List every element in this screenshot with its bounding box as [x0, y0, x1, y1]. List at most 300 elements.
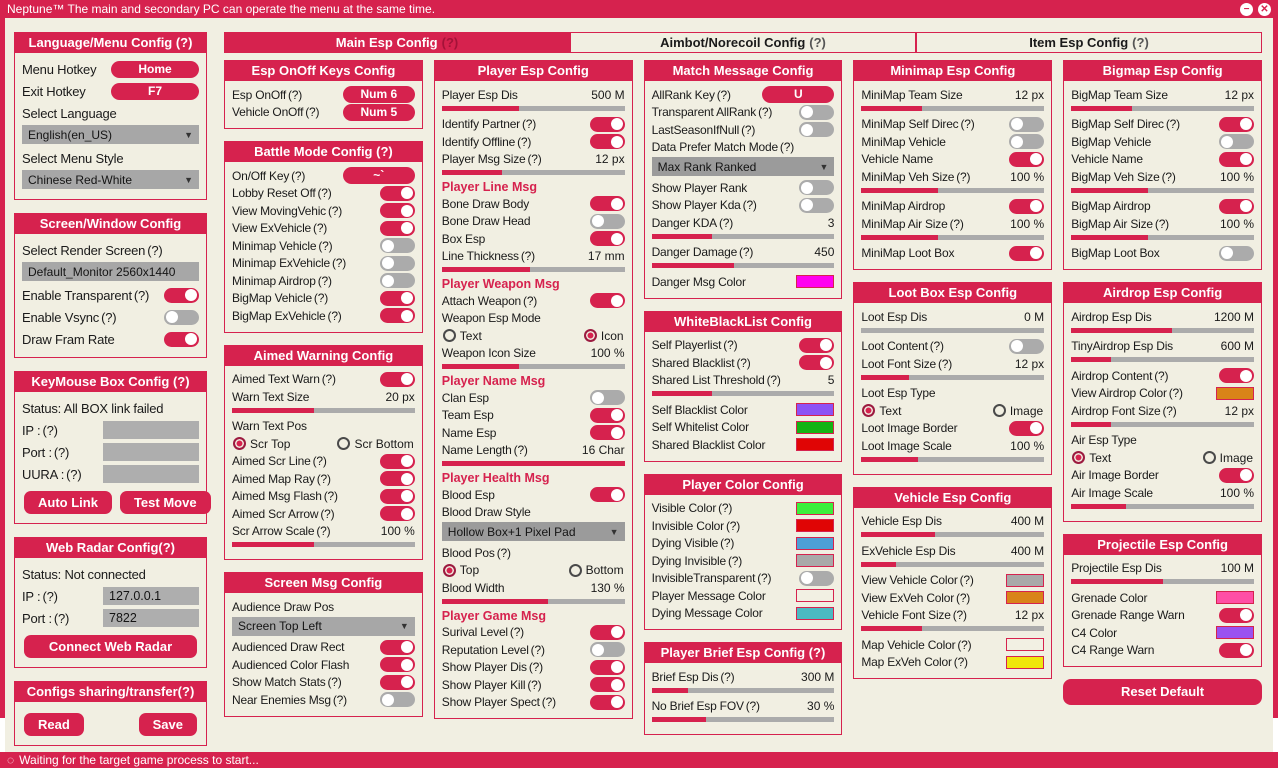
setting-row [861, 116, 1044, 134]
slider-setting [861, 542, 1044, 567]
toggle-minimap-vehicle[interactable] [1009, 134, 1044, 149]
tab-main-esp-config[interactable] [224, 32, 570, 53]
label-group [861, 591, 970, 605]
minimize-icon[interactable]: − [1240, 3, 1253, 16]
input-ip[interactable]: 127.0.0.1 [103, 587, 199, 605]
toggle-enable-vsync[interactable] [164, 310, 199, 325]
auto-link-button[interactable]: Auto Link [24, 491, 112, 514]
panel-header: Configs sharing/transfer(?) [15, 682, 206, 702]
label-group [1071, 386, 1183, 400]
label: BigMap Air Size [1071, 216, 1153, 231]
toggle-bigmap-loot-box[interactable] [1219, 246, 1254, 261]
label-group [442, 695, 556, 709]
label-group [1071, 608, 1184, 622]
slider-player-msg-size[interactable] [442, 170, 625, 175]
color-swatch-grenade-color[interactable] [1216, 591, 1254, 604]
label: BigMap ExVehicle [232, 308, 326, 323]
color-swatch-self-blacklist-color[interactable] [796, 403, 834, 416]
label-group [442, 678, 542, 692]
value: 450 [814, 245, 835, 260]
slider-fill [442, 599, 548, 604]
setting-row [652, 552, 835, 570]
slider-vehicle-font-size[interactable] [861, 626, 1044, 631]
setting-row [442, 659, 625, 677]
key-button-menu-hotkey[interactable]: Home [111, 61, 199, 78]
key-button-exit-hotkey[interactable]: F7 [111, 83, 199, 100]
toggle-airdrop-content[interactable] [1219, 368, 1254, 383]
label: InvisibleTransparent [651, 571, 756, 586]
toggle-minimap-airdrop[interactable] [380, 273, 415, 288]
panel-header: Player Esp Config [435, 61, 632, 81]
color-swatch-dying-visible[interactable] [796, 537, 834, 550]
toggle-identify-partner[interactable] [590, 117, 625, 132]
radio-option-scr-top[interactable] [233, 437, 290, 451]
color-swatch-map-vehicle-color[interactable] [1006, 638, 1044, 651]
toggle-minimap-airdrop[interactable] [1009, 199, 1044, 214]
key-button-vehicle-onoff[interactable]: Num 5 [343, 104, 415, 121]
radio-icon [443, 564, 456, 577]
label: MiniMap Vehicle [861, 134, 946, 149]
toggle-aimed-scr-arrow[interactable] [380, 506, 415, 521]
label: Vehicle Font Size [861, 608, 951, 623]
panel-header: Player Color Config [645, 475, 842, 495]
label-group [22, 243, 162, 258]
hint: (?) [956, 169, 971, 184]
left-column [14, 32, 207, 746]
toggle-box-esp[interactable] [590, 231, 625, 246]
slider-setting [1071, 215, 1254, 240]
panel-body [15, 392, 206, 523]
label-group [652, 123, 756, 137]
label: Player Message Color [651, 588, 766, 603]
hint: (?) [758, 105, 773, 120]
panel-aimed-warning-config [224, 345, 423, 561]
label: Self Blacklist Color [651, 402, 748, 417]
label-group [652, 554, 742, 568]
slider-blood-width[interactable] [442, 599, 625, 604]
toggle-view-exvehicle[interactable] [380, 221, 415, 236]
toggle-bigmap-vehicle[interactable] [380, 291, 415, 306]
tab-hint: (?) [441, 35, 459, 50]
label: Air Image Border [1071, 468, 1159, 483]
slider-danger-damage[interactable] [652, 263, 835, 268]
toggle-bigmap-self-direc[interactable] [1219, 117, 1254, 132]
label: Top [459, 563, 480, 578]
slider-exvehicle-esp-dis[interactable] [861, 562, 1044, 567]
toggle-aimed-scr-line[interactable] [380, 454, 415, 469]
panel-esp-onoff-keys-config [224, 60, 423, 129]
slider-airdrop-font-size[interactable] [1071, 422, 1254, 427]
setting-row [232, 656, 415, 674]
slider-warn-text-size[interactable] [232, 408, 415, 413]
label: Vehicle Name [1071, 152, 1143, 167]
label: Surival Level [441, 625, 508, 640]
tab-aimbot-norecoil-config[interactable] [570, 32, 916, 53]
radio-icon [1072, 451, 1085, 464]
label-group [232, 291, 328, 305]
slider-air-image-scale[interactable] [1071, 504, 1254, 509]
color-swatch-invisible-color[interactable] [796, 519, 834, 532]
hint: (?) [305, 105, 320, 120]
input-ip[interactable] [103, 421, 199, 439]
label-group [652, 338, 738, 352]
label: Vehicle Name [861, 152, 934, 167]
toggle-vehicle-name[interactable] [1219, 152, 1254, 167]
panel-body [1064, 81, 1261, 269]
radio-option-scr-bottom[interactable] [337, 437, 413, 451]
slider-name-length[interactable] [442, 461, 625, 466]
toggle-near-enemies-msg[interactable] [380, 692, 415, 707]
slider-vehicle-esp-dis[interactable] [861, 532, 1044, 537]
label-group [232, 309, 342, 323]
slider-player-esp-dis[interactable] [442, 106, 625, 111]
color-swatch-view-vehicle-color[interactable] [1006, 574, 1044, 587]
toggle-loot-content[interactable] [1009, 339, 1044, 354]
slider-line-thickness[interactable] [442, 267, 625, 272]
toggle-air-image-border[interactable] [1219, 468, 1254, 483]
label-group [232, 472, 331, 486]
toggle-name-esp[interactable] [590, 425, 625, 440]
label-group [1071, 626, 1117, 640]
hint: (?) [952, 608, 967, 623]
toggle-bigmap-vehicle[interactable] [1219, 134, 1254, 149]
toggle-draw-fram-rate[interactable] [164, 332, 199, 347]
tab-item-esp-config[interactable] [916, 32, 1262, 53]
setting-row [1071, 198, 1254, 216]
chevron-down-icon: ▼ [609, 526, 619, 537]
setting-row [442, 694, 625, 712]
reset-default-button[interactable]: Reset Default [1063, 679, 1262, 705]
label-group [861, 339, 943, 353]
select-default-monitor-2560x1440[interactable] [22, 262, 199, 281]
label: Visible Color [651, 501, 717, 516]
label: Clan Esp [441, 390, 489, 405]
hint: (?) [1162, 403, 1177, 418]
hint: (?) [101, 309, 117, 325]
label: Status: All BOX link failed [22, 400, 164, 416]
toggle-self-playerlist[interactable] [799, 338, 834, 353]
slider-scr-arrow-scale[interactable] [232, 542, 415, 547]
slider-bigmap-air-size[interactable] [1071, 235, 1254, 240]
toggle-vehicle-name[interactable] [1009, 152, 1044, 167]
toggle-show-player-kda[interactable] [799, 198, 834, 213]
value: 100 % [1219, 216, 1254, 231]
setting-row [232, 237, 415, 255]
radio-option-text[interactable] [1072, 451, 1111, 465]
panel-body [854, 508, 1051, 679]
radio-option-image[interactable] [993, 404, 1043, 418]
slider-minimap-veh-size[interactable] [861, 188, 1044, 193]
color-swatch-view-airdrop-color[interactable] [1216, 387, 1254, 400]
toggle-audienced-color-flash[interactable] [380, 657, 415, 672]
slider-setting [652, 244, 835, 269]
color-swatch-c4-color[interactable] [1216, 626, 1254, 639]
slider-danger-kda[interactable] [652, 234, 835, 239]
input-uura[interactable] [103, 465, 199, 483]
radio-option-text[interactable] [443, 329, 482, 343]
slider-setting [861, 86, 1044, 111]
label-group [652, 536, 735, 550]
toggle-attach-weapon[interactable] [590, 293, 625, 308]
toggle-enable-transparent[interactable] [164, 288, 199, 303]
slider-shared-list-threshold[interactable] [652, 391, 835, 396]
label: Scr Bottom [354, 436, 414, 451]
hint: (?) [725, 518, 741, 533]
toggle-grenade-range-warn[interactable] [1219, 608, 1254, 623]
label-group [232, 524, 330, 538]
slider-fill [442, 461, 625, 466]
color-swatch-player-message-color[interactable] [796, 589, 834, 602]
toggle-loot-image-border[interactable] [1009, 421, 1044, 436]
slider-projectile-esp-dis[interactable] [1071, 579, 1254, 584]
toggle-surival-level[interactable] [590, 625, 625, 640]
label: Grenade Color [1071, 590, 1148, 605]
label: Name Length [441, 443, 512, 458]
slider-airdrop-esp-dis[interactable] [1071, 328, 1254, 333]
color-swatch-visible-color[interactable] [796, 502, 834, 515]
toggle-aimed-text-warn[interactable] [380, 372, 415, 387]
radio-option-image[interactable] [1203, 451, 1253, 465]
toggle-shared-blacklist[interactable] [799, 355, 834, 370]
label-group [22, 106, 117, 121]
tab-label: Main Esp Config [335, 35, 438, 50]
label: Show Player Spect [441, 695, 540, 710]
panel-vehicle-esp-config [853, 487, 1052, 680]
label-group [652, 373, 781, 387]
hint: (?) [723, 338, 738, 353]
label-group [652, 88, 731, 102]
label-row [22, 239, 199, 261]
value: 100 % [1010, 169, 1045, 184]
toggle-minimap-self-direc[interactable] [1009, 117, 1044, 132]
color-swatch-shared-blacklist-color[interactable] [796, 438, 834, 451]
label: Show Player Kda [651, 198, 741, 213]
hint: (?) [133, 287, 150, 303]
label: Projectile Esp Dis [1071, 561, 1162, 576]
color-swatch-danger-msg-color[interactable] [796, 275, 834, 288]
selected-value: Hollow Box+1 Pixel Pad [447, 524, 576, 539]
toggle-bigmap-airdrop[interactable] [1219, 199, 1254, 214]
connect-web-radar-button[interactable]: Connect Web Radar [24, 635, 197, 658]
hint: (?) [1161, 169, 1176, 184]
close-icon[interactable]: ✕ [1258, 3, 1271, 16]
toggle-view-movingvehic[interactable] [380, 203, 415, 218]
hint: (?) [313, 221, 328, 236]
label-group [232, 507, 334, 521]
column-4 [644, 60, 843, 735]
label-group [1071, 88, 1168, 102]
toggle-show-match-stats[interactable] [380, 675, 415, 690]
setting-row [442, 133, 625, 151]
setting-row [652, 419, 835, 437]
toggle-minimap-exvehicle[interactable] [380, 256, 415, 271]
setting-row [652, 273, 835, 291]
toggle-clan-esp[interactable] [590, 390, 625, 405]
status-text: Waiting for the target game process to start... [19, 753, 259, 767]
label: Status: Not connected [22, 566, 146, 582]
toggle-c4-range-warn[interactable] [1219, 643, 1254, 658]
hint: (?) [528, 660, 543, 675]
slider-fill [861, 375, 909, 380]
slider-minimap-air-size[interactable] [861, 235, 1044, 240]
hint: (?) [530, 642, 545, 657]
hint: (?) [1154, 368, 1169, 383]
slider-loot-esp-dis[interactable] [861, 328, 1044, 333]
key-button-esp-onoff[interactable]: Num 6 [343, 86, 415, 103]
radio-option-bottom[interactable] [569, 563, 624, 577]
label-group [442, 625, 524, 639]
label: Blood Pos [441, 545, 495, 560]
select-max-rank-ranked[interactable] [652, 157, 835, 176]
radio-option-text[interactable] [862, 404, 901, 418]
hint: (?) [312, 454, 327, 469]
select-screen-top-left[interactable] [232, 617, 415, 636]
slider-tinyairdrop-esp-dis[interactable] [1071, 357, 1254, 362]
toggle-minimap-loot-box[interactable] [1009, 246, 1044, 261]
read-button[interactable]: Read [24, 713, 84, 736]
toggle-show-player-kill[interactable] [590, 677, 625, 692]
setting-row [1071, 607, 1254, 625]
setting-row [861, 654, 1044, 672]
slider-setting [1071, 86, 1254, 111]
hint: (?) [66, 466, 82, 482]
toggle-blood-esp[interactable] [590, 487, 625, 502]
toggle-team-esp[interactable] [590, 408, 625, 423]
label-group [861, 655, 967, 669]
color-swatch-map-exveh-color[interactable] [1006, 656, 1044, 669]
toggle-lobby-reset-off[interactable] [380, 186, 415, 201]
toggle-invisibletransparent[interactable] [799, 571, 834, 586]
radio-option-icon[interactable] [584, 329, 624, 343]
toggle-transparent-allrank[interactable] [799, 105, 834, 120]
label: IP : [22, 422, 41, 438]
select-english-en-us[interactable] [22, 125, 199, 144]
panel-player-color-config [644, 474, 843, 631]
panel-screen-msg-config [224, 572, 423, 717]
hint: (?) [741, 122, 756, 137]
chevron-down-icon: ▼ [399, 621, 409, 631]
slider-weapon-icon-size[interactable] [442, 364, 625, 369]
toggle-lastseasonifnull[interactable] [799, 122, 834, 137]
label-group [232, 274, 332, 288]
slider-fill [1071, 357, 1111, 362]
label: Loot Content [861, 339, 928, 354]
setting-row [652, 179, 835, 197]
slider-fill [442, 170, 502, 175]
hint: (?) [720, 536, 735, 551]
label: TinyAirdrop Esp Dis [1071, 339, 1173, 354]
label: Esp OnOff [232, 87, 287, 102]
slider-no-brief-esp-fov[interactable] [652, 717, 835, 722]
toggle-bone-draw-head[interactable] [590, 214, 625, 229]
label: Bottom [585, 563, 624, 578]
hint: (?) [1154, 216, 1169, 231]
toggle-bigmap-exvehicle[interactable] [380, 308, 415, 323]
key-button-on-off-key[interactable]: ~` [343, 167, 415, 184]
toggle-show-player-spect[interactable] [590, 695, 625, 710]
label: BigMap Self Direc [1071, 117, 1164, 132]
color-swatch-view-exveh-color[interactable] [1006, 591, 1044, 604]
column-5 [853, 60, 1052, 679]
toggle-show-player-dis[interactable] [590, 660, 625, 675]
test-move-button[interactable]: Test Move [120, 491, 211, 514]
radio-icon [993, 404, 1006, 417]
color-swatch-self-whitelist-color[interactable] [796, 421, 834, 434]
section-header: Player Game Msg [441, 608, 547, 623]
input-port[interactable]: 7822 [103, 609, 199, 627]
chevron-down-icon: ▼ [184, 174, 193, 185]
setting-row [22, 585, 199, 607]
panel-battle-mode-config [224, 141, 423, 333]
slider-setting [1071, 402, 1254, 427]
label: LastSeasonIfNull [651, 122, 740, 137]
slider-loot-font-size[interactable] [861, 375, 1044, 380]
slider-minimap-team-size[interactable] [861, 106, 1044, 111]
label: View Airdrop Color [1071, 386, 1167, 401]
hint: (?) [318, 238, 333, 253]
setting-row [442, 213, 625, 231]
value: 500 M [591, 87, 625, 102]
label: Aimed Map Ray [232, 471, 315, 486]
setting-row [1071, 151, 1254, 169]
label: Loot Esp Dis [861, 309, 928, 324]
save-button[interactable]: Save [139, 713, 197, 736]
toggle-audienced-draw-rect[interactable] [380, 640, 415, 655]
slider-brief-esp-dis[interactable] [652, 688, 835, 693]
panel-body [225, 162, 422, 332]
label: MiniMap Loot Box [861, 246, 955, 261]
label-group [442, 197, 529, 211]
slider-bigmap-team-size[interactable] [1071, 106, 1254, 111]
slider-loot-image-scale[interactable] [861, 457, 1044, 462]
color-swatch-dying-message-color[interactable] [796, 607, 834, 620]
toggle-identify-offline[interactable] [590, 134, 625, 149]
toggle-aimed-map-ray[interactable] [380, 471, 415, 486]
toggle-minimap-vehicle[interactable] [380, 238, 415, 253]
label: BigMap Veh Size [1071, 169, 1160, 184]
label-group [442, 581, 505, 595]
label: Box Esp [441, 231, 486, 246]
input-port[interactable] [103, 443, 199, 461]
setting-row [1071, 467, 1254, 485]
toggle-bone-draw-body[interactable] [590, 196, 625, 211]
radio-option-top[interactable] [443, 563, 479, 577]
label: Audienced Draw Rect [232, 640, 345, 655]
hint: (?) [53, 610, 70, 626]
setting-row [232, 639, 415, 657]
panel-body [225, 593, 422, 716]
toggle-aimed-msg-flash[interactable] [380, 489, 415, 504]
select-chinese-red-white[interactable] [22, 170, 199, 189]
select-hollow-box-1-pixel-pad[interactable] [442, 522, 625, 541]
panel-header: Minimap Esp Config [854, 61, 1051, 81]
setting-row [442, 641, 625, 659]
slider-bigmap-veh-size[interactable] [1071, 188, 1254, 193]
setting-row [442, 292, 625, 310]
hint: (?) [291, 168, 306, 183]
panel-header: Web Radar Config(?) [15, 538, 206, 558]
label: Port : [22, 444, 52, 460]
slider-setting [442, 151, 625, 176]
color-swatch-dying-invisible[interactable] [796, 554, 834, 567]
slider-setting [1071, 338, 1254, 363]
toggle-reputation-level[interactable] [590, 642, 625, 657]
key-button-allrank-key[interactable]: U [762, 86, 834, 103]
toggle-show-player-rank[interactable] [799, 180, 834, 195]
label: MiniMap Airdrop [861, 199, 946, 214]
value: 12 px [1224, 403, 1254, 418]
radio-icon [233, 437, 246, 450]
